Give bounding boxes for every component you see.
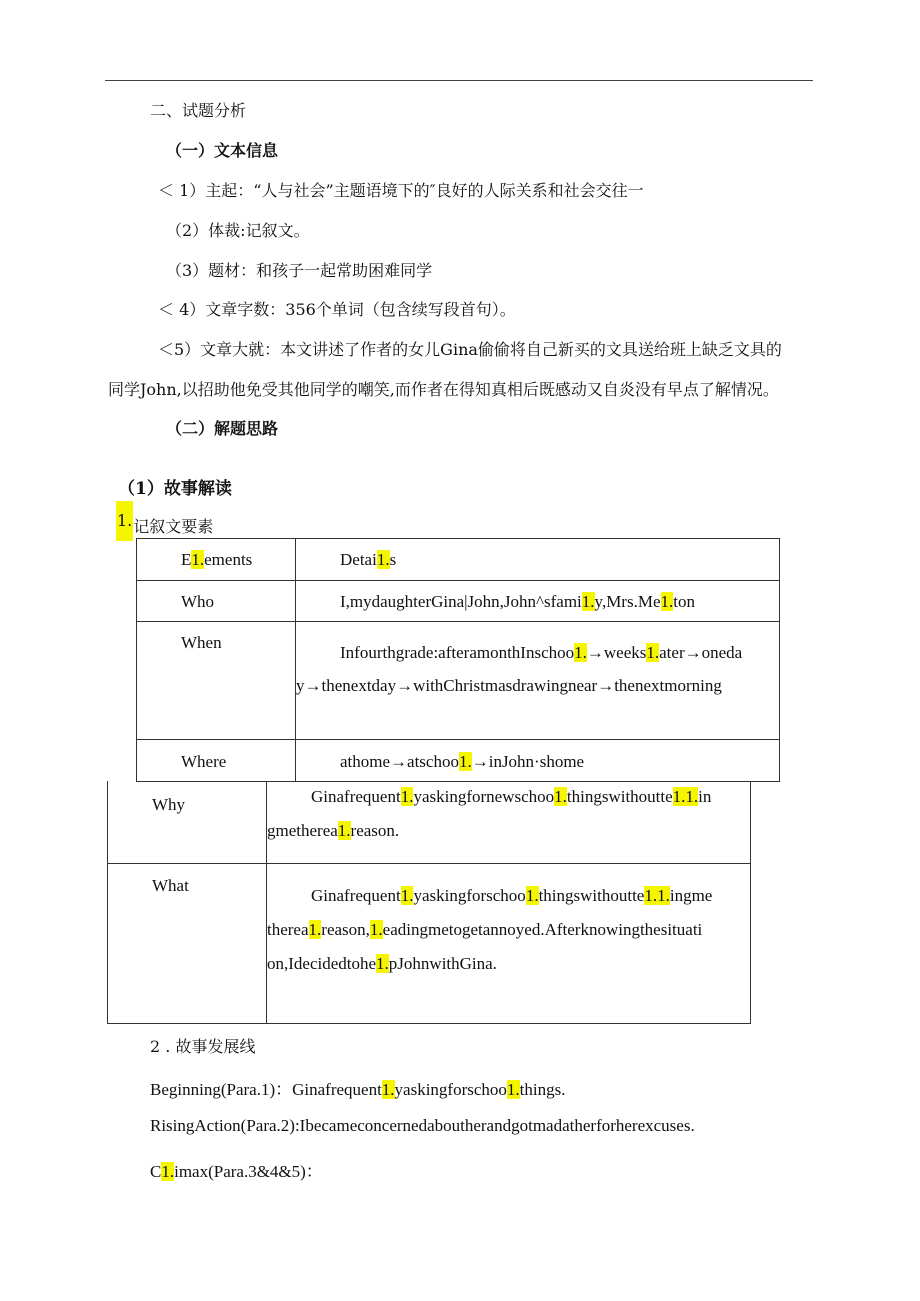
table-row-where [137, 740, 780, 782]
table-row-what [108, 863, 751, 1023]
table-row-header [137, 539, 780, 581]
info-item-2: （2）体裁:记叙文。 [166, 221, 310, 240]
info-item-5-line1: ＜5）文章大就：本文讲述了作者的女儿Gina偷偷将自己新买的文具送给班上缺乏文具的 [158, 340, 782, 359]
detail-why-line2: gmetherea1.reason. [267, 821, 400, 840]
info-item-3: （3）题材：和孩子一起常助困难同学 [166, 261, 433, 280]
info-item-5-line2: 同学John,以招助他免受其他同学的嘲笑,而作者在得知真相后既感动又自炎没有早点了解情况。 [108, 380, 779, 399]
plot-rising-action: RisingAction(Para.2):Ibecameconcernedaboutherandgotmadatherforherexcuses. [150, 1116, 695, 1135]
info-item-4: ＜ 4）文章字数：356个单词（包含续写段首句）。 [158, 300, 516, 319]
detail-who: I,mydaughterGina|John,John^sfami1.y,Mrs.Me1.ton [340, 592, 695, 611]
label-who: Who [181, 592, 215, 611]
elements-table-top [136, 538, 780, 782]
subsection-title-approach: （二）解题思路 [166, 419, 279, 438]
elements-heading-number: 1. [116, 501, 133, 541]
table-row-why [108, 781, 751, 863]
story-reading-title: （1）故事解读 [118, 479, 232, 499]
label-when: When [181, 633, 222, 652]
label-why: Why [152, 795, 186, 814]
detail-what-line2: therea1.reason,1.eadingmetogetannoyed.Afterknowingthesituati [267, 919, 703, 939]
info-item-1: ＜ 1）主起：“人与社会”主题语境下的″良好的人际关系和社会交往一 [158, 181, 644, 200]
plot-climax: C1.imax(Para.3&4&5)： [150, 1162, 323, 1181]
detail-when-line1: Infourthgrade:afteramonthInschoo1.→weeks1.ater→oneda [340, 643, 743, 662]
table-row-when [137, 622, 780, 740]
detail-what-line1: Ginafrequent1.yaskingforschoo1.thingswithoutte1.1.ingme [311, 885, 713, 905]
label-where: Where [181, 752, 227, 771]
detail-what-line3: on,Idecidedtohe1.pJohnwithGina. [267, 953, 497, 973]
header-details: Detai1.s [340, 550, 397, 569]
plot-beginning: Beginning(Para.1)：Ginafrequent1.yaskingforschoo1.things. [150, 1080, 566, 1099]
elements-heading-text: 记叙文要素 [133, 517, 214, 536]
detail-why-line1: Ginafrequent1.yaskingfornewschoo1.thingswithoutte1.1.in [311, 787, 712, 806]
table-row-who [137, 581, 780, 622]
label-what: What [152, 875, 189, 895]
header-rule [105, 80, 813, 81]
elements-heading [116, 510, 214, 541]
header-elements: E1.ements [181, 550, 253, 569]
subsection-title-text-info: （一）文本信息 [166, 141, 279, 160]
detail-where: athome→atschoo1.→inJohn·shome [340, 752, 585, 771]
detail-when-line2: y→thenextday→withChristmasdrawingnear→thenextmorning [296, 676, 722, 695]
section-title: 二、试题分析 [150, 101, 247, 120]
plot-heading: 2 . 故事发展线 [150, 1037, 256, 1056]
elements-table-bottom [107, 781, 751, 1024]
